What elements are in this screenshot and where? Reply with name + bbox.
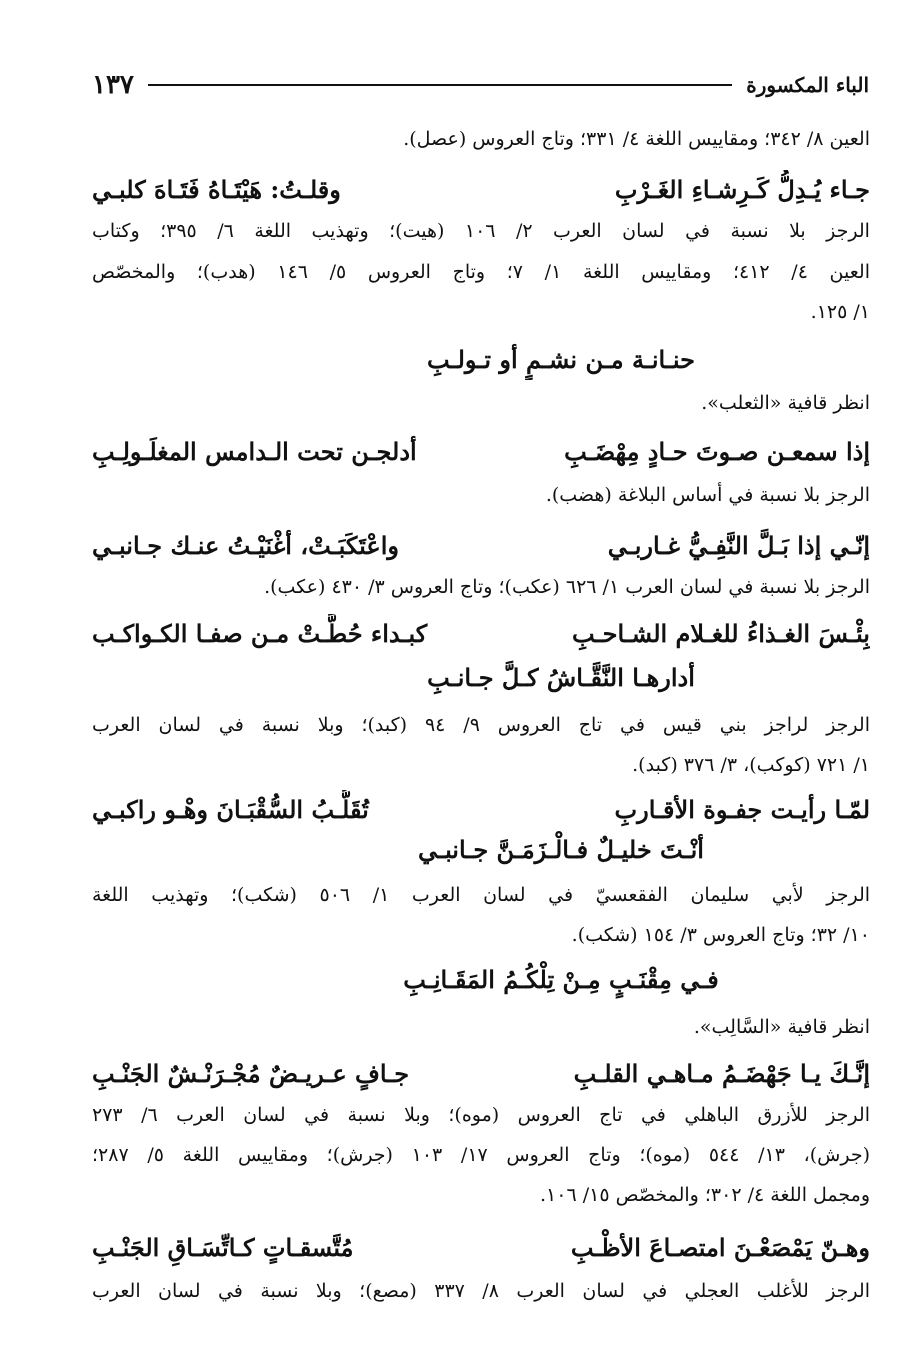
verse [92,170,870,210]
note-line: ١٠/ ٣٢؛ وتاج العروس ٣/ ١٥٤ (شكب). [571,924,870,946]
verse-second-hemistich: كبـداء حُطَّـتْ مـن صفـا الكـواكـب [92,619,428,648]
note-line: الرجز لأبي سليمان الفقعسيّ في لسان العرب ١/ ٥٠٦ (شكب)؛ وتهذيب اللغة [92,884,870,906]
note-line: الرجز بلا نسبة في لسان العرب ٢/ ١٠٦ (هيت)؛ وتهذيب اللغة ٦/ ٣٩٥؛ وكتاب [92,220,870,242]
verse [92,614,870,654]
note-line: الرجز للأغلب العجلي في لسان العرب ٨/ ٣٣٧ (مصع)؛ وبلا نسبة في لسان العرب [92,1280,870,1302]
verse-first-hemistich: لمّـا رأيـت جفـوة الأقـاربِ [614,795,870,824]
verse-first-hemistich: وهـنّ يَمْصَعْـنَ امتصـاعَ الأظْـبِ [570,1233,870,1262]
chapter-title: الباء المكسورة [746,73,869,97]
verse-first-hemistich: إنَّـكَ يـا جَهْضَـمُ مـاهـي القلـبِ [573,1059,870,1088]
note-line: ١/ ٧٢١ (كوكب)، ٣/ ٣٧٦ (كبد). [632,754,870,776]
verse-single: فـي مِقْنَـبٍ مِـنْ تِلْكُـمُ المَقَـانِـبِ [403,965,719,994]
verse-second-hemistich: واعْتَكَبَـتْ، أغْنَيْـتُ عنـك جـانبـي [92,531,399,560]
verse-first-hemistich: إنّـي إذا بَـلَّ النَّفِـيُّ غـاربـي [607,531,870,560]
verse-first-hemistich: بِئْـسَ الغـذاءُ للغـلام الشـاحـبِ [572,619,870,648]
note-line: انظر قافية «الثعلب». [701,392,870,414]
verse-single: أنْـتَ خليـلٌ فـالْـزَمَـنَّ جـانبـي [418,835,704,864]
note-line: الرجز بلا نسبة في أساس البلاغة (هضب). [545,484,870,506]
verse [92,526,870,566]
note-line: (جرش)، ١٣/ ٥٤٤ (موه)؛ وتاج العروس ١٧/ ١٠٣ (جرش)؛ ومقاييس اللغة ٥/ ٢٨٧؛ [92,1144,870,1166]
verse-second-hemistich: جـافٍ عـريـضٌ مُجْـرَنْـشٌ الجَنْـبِ [92,1059,410,1088]
verse [92,790,870,830]
verse-second-hemistich: أدلجـن تحت الـدامس المغلَـولِـبِ [92,437,417,466]
note-line: الرجز للأزرق الباهلي في تاج العروس (موه)؛ وبلا نسبة في لسان العرب ٦/ ٢٧٣ [92,1104,870,1126]
note-line: ومجمل اللغة ٤/ ٣٠٢؛ والمخصّص ١٥/ ١٠٦. [540,1184,870,1206]
header-rule [148,84,732,86]
page-number: ١٣٧ [92,70,134,100]
note-line: انظر قافية «السَّالِب». [693,1016,870,1038]
running-header [92,68,869,102]
verse-second-hemistich: وقلـتُ: هَيْتَـاهُ فَتَـاهَ كلبـي [92,175,341,204]
verse-single: حنـانـة مـن نشـمٍ أو تـولـبِ [427,345,695,374]
verse [92,1054,870,1094]
verse [92,432,870,472]
note-line: العين ٨/ ٣٤٢؛ ومقاييس اللغة ٤/ ٣٣١؛ وتاج العروس (عصل). [403,128,870,150]
note-line: الرجز لراجز بني قيس في تاج العروس ٩/ ٩٤ (كبد)؛ وبلا نسبة في لسان العرب [92,714,870,736]
verse-first-hemistich: إذا سمعـن صـوتَ حـادٍ مِهْضَـبِ [564,437,870,466]
verse-second-hemistich: مُتَّسقـاتٍ كـاتِّسَـاقِ الجَنْـبِ [92,1233,354,1262]
verse [92,1228,870,1268]
verse-second-hemistich: تُقَلُّـبُ السُّقْبَـانَ وهْـو راكبـي [92,795,369,824]
verse-single: أدارهـا النَّقَّـاشُ كـلَّ جـانـبِ [427,663,695,692]
note-line: ١/ ١٢٥. [810,301,870,323]
note-line: العين ٤/ ٤١٢؛ ومقاييس اللغة ١/ ٧؛ وتاج العروس ٥/ ١٤٦ (هدب)؛ والمخصّص [92,261,870,283]
note-line: الرجز بلا نسبة في لسان العرب ١/ ٦٢٦ (عكب)؛ وتاج العروس ٣/ ٤٣٠ (عكب). [264,576,870,598]
verse-first-hemistich: جـاء يُـدِلُّ كَـرِشـاءِ الغَـرْبِ [614,175,870,204]
